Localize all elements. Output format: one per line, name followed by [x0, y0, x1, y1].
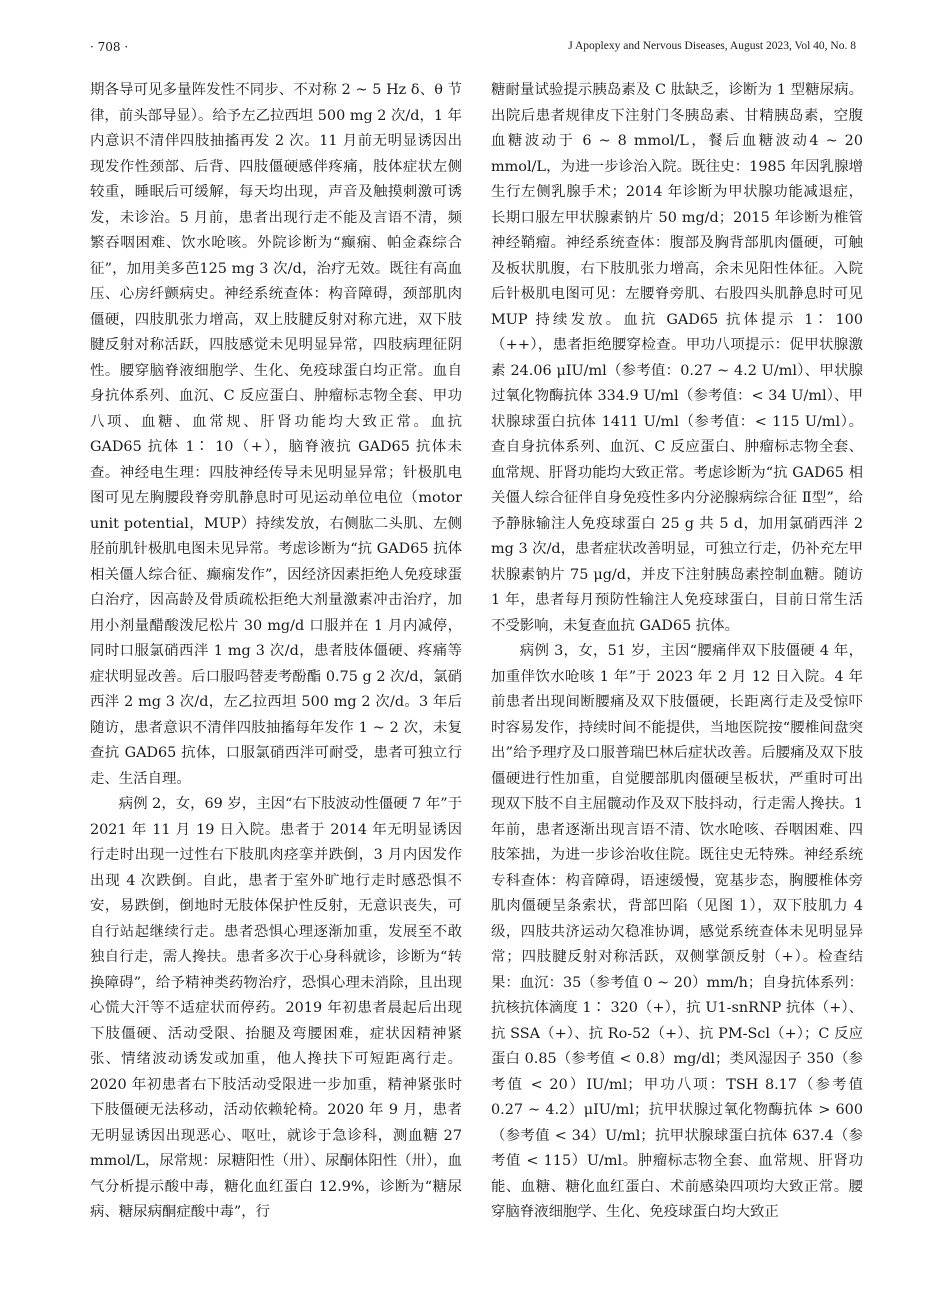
left-column	[90, 78, 462, 1226]
paragraph-case1-continued: 期各导可见多量阵发性不同步、不对称 2 ~ 5 Hz δ、θ 节律，前头部导显）。给予左乙拉西坦 500 mg 2 次/d，1 年内意识不清伴四肢抽搐再发 2 次。11 月前无明显诱因出现发作性颈部、后背、四肢僵硬感伴疼痛，肢体症状左侧较重，睡眠后可缓解，每天均出现，声音及触摸刺激可诱发，未诊治。5 月前，患者出现行走不能及言语不清，频繁吞咽困难、饮水呛咳。外院诊断为“癫痫、帕金森综合征”，加用美多芭125 mg 3 次/d，治疗无效。既往有高血压、心房纤颤病史。神经系统查体：构音障碍，颈部肌肉僵硬，四肢肌张力增高，双上肢腱反射对称亢进，双下肢腱反射对称活跃，四肢感觉未见明显异常，四肢病理征阴性。腰穿脑脊液细胞学、生化、免疫球蛋白均正常。血自身抗体系列、血沉、C 反应蛋白、肿瘤标志物全套、甲功八项、血糖、血常规、肝肾功能均大致正常。血抗 GAD65 抗体 1∶ 10（+），脑脊液抗 GAD65 抗体未查。神经电生理：四肢神经传导未见明显异常；针极肌电图可见左胸腰段脊旁肌静息时可见运动单位电位（motor unit potential，MUP）持续发放，右侧肱二头肌、左侧胫前肌针极肌电图未见异常。考虑诊断为“抗 GAD65 抗体相关僵人综合征、癫痫发作”，因经济因素拒绝人免疫球蛋白治疗，因高龄及骨质疏松拒绝大剂量激素冲击治疗，加用小剂量醋酸泼尼松片 30 mg/d 口服并在 1 月内减停，同时口服氯硝西泮 1 mg 3 次/d，患者肢体僵硬、疼痛等症状明显改善。后口服吗替麦考酚酯 0.75 g 2 次/d，氯硝西泮 2 mg 3 次/d，左乙拉西坦 500 mg 2 次/d。3 年后随访，患者意识不清伴四肢抽搐每年发作 1 ~ 2 次，未复查抗 GAD65 抗体，口服氯硝西泮可耐受，患者可独立行走、生活自理。	[90, 82, 462, 787]
journal-citation: J Apoplexy and Nervous Diseases, August 2023, Vol 40, No. 8	[568, 40, 856, 52]
running-header	[0, 40, 950, 60]
page-number: · 708 ·	[90, 40, 129, 54]
paragraph-case2: 病例 2，女，69 岁，主因“右下肢波动性僵硬 7 年”于 2021 年 11 月 19 日入院。患者于 2014 年无明显诱因行走时出现一过性右下肢肌肉痉挛并跌倒，3 月内因发作出现 4 次跌倒。自此，患者于室外旷地行走时感恐惧不安，易跌倒，倒地时无肢体保护性反射，无意识丧失，可自行站起继续行走。患者恐惧心理逐渐加重，发展至不敢独自行走，需人搀扶。患者多次于心身科就诊，诊断为“转换障碍”，给予精神类药物治疗，恐惧心理未消除，且出现心慌大汗等不适症状而停药。2019 年初患者晨起后出现下肢僵硬、活动受限、抬腿及弯腰困难，症状因精神紧张、情绪波动诱发或加重，他人搀扶下可短距离行走。2020 年初患者右下肢活动受限进一步加重，精神紧张时下肢僵硬无法移动，活动依赖轮椅。2020 年 9 月，患者无明显诱因出现恶心、呕吐，就诊于急诊科，测血糖 27 mmol/L，尿常规：尿糖阳性（卅）、尿酮体阳性（卅），血气分析提示酸中毒，糖化血红蛋白 12.9%，诊断为“糖尿病、糖尿病酮症酸中毒”，行	[90, 796, 462, 1220]
paragraph-case3: 病例 3，女，51 岁，主因“腰痛伴双下肢僵硬 4 年，加重伴饮水呛咳 1 年”于 2023 年 2 月 12 日入院。4 年前患者出现间断腰痛及双下肢僵硬，长距离行走及受惊吓时容易发作，持续时间不能提供，当地医院按“腰椎间盘突出”给予理疗及口服普瑞巴林后症状改善。后腰痛及双下肢僵硬进行性加重，自觉腰部肌肉僵硬呈板状，严重时可出现双下肢不自主屈髋动作及双下肢抖动，行走需人搀扶。1 年前，患者逐渐出现言语不清、饮水呛咳、吞咽困难、四肢笨拙，为进一步诊治收住院。既往史无特殊。神经系统专科查体：构音障碍，语速缓慢，宽基步态，胸腰椎体旁肌肉僵硬呈条索状，背部凹陷（见图 1），双下肢肌力 4 级，四肢共济运动欠稳准协调，感觉系统查体未见明显异常；四肢腱反射对称活跃，双侧掌颌反射（+）。检查结果：血沉：35（参考值 0 ~ 20）mm/h；自身抗体系列：抗核抗体滴度 1∶ 320（+），抗 U1-snRNP 抗体（+）、抗 SSA（+）、抗 Ro-52（+）、抗 PM-Scl（+）；C 反应蛋白 0.85（参考值 < 0.8）mg/dl；类风湿因子 350（参考值 < 20）IU/ml；甲功八项：TSH 8.17（参考值 0.27 ~ 4.2）μIU/ml；抗甲状腺过氧化物酶抗体 > 600（参考值 < 34）U/ml；抗甲状腺球蛋白抗体 637.4（参考值 < 115）U/ml。肿瘤标志物全套、血常规、肝肾功能、血糖、糖化血红蛋白、术前感染四项均大致正常。腰穿脑脊液细胞学、生化、免疫球蛋白均大致正	[491, 643, 864, 1220]
paragraph-case2-continued: 糖耐量试验提示胰岛素及 C 肽缺乏，诊断为 1 型糖尿病。出院后患者规律皮下注射门冬胰岛素、甘精胰岛素，空腹血糖波动于 6 ~ 8 mmol/L，餐后血糖波动4 ~ 20 mmol/L，为进一步诊治入院。既往史：1985 年因乳腺增生行左侧乳腺手术；2014 年诊断为甲状腺功能减退症，长期口服左甲状腺素钠片 50 mg/d；2015 年诊断为椎管神经鞘瘤。神经系统查体：腹部及胸背部肌肉僵硬，可触及板状肌腹，右下肢肌张力增高，余未见阳性体征。入院后针极肌电图可见：左腰脊旁肌、右股四头肌静息时可见 MUP 持续发放。血抗 GAD65 抗体提示 1∶ 100（++），患者拒绝腰穿检查。甲功八项提示：促甲状腺激素 24.06 μIU/ml（参考值：0.27 ~ 4.2 U/ml）、甲状腺过氧化物酶抗体 334.9 U/ml（参考值：< 34 U/ml）、甲状腺球蛋白抗体 1411 U/ml（参考值：< 115 U/ml）。查自身抗体系列、血沉、C 反应蛋白、肿瘤标志物全套、血常规、肝肾功能均大致正常。考虑诊断为“抗 GAD65 相关僵人综合征伴自身免疫性多内分泌腺病综合征 Ⅱ型”，给予静脉输注人免疫球蛋白 25 g 共 5 d，加用氯硝西泮 2 mg 3 次/d，患者症状改善明显，可独立行走，仍补充左甲状腺素钠片 75 μg/d，并皮下注射胰岛素控制血糖。随访 1 年，患者每月预防性输注人免疫球蛋白，目前日常生活不受影响，未复查血抗 GAD65 抗体。	[491, 82, 863, 634]
right-column	[491, 78, 863, 1226]
